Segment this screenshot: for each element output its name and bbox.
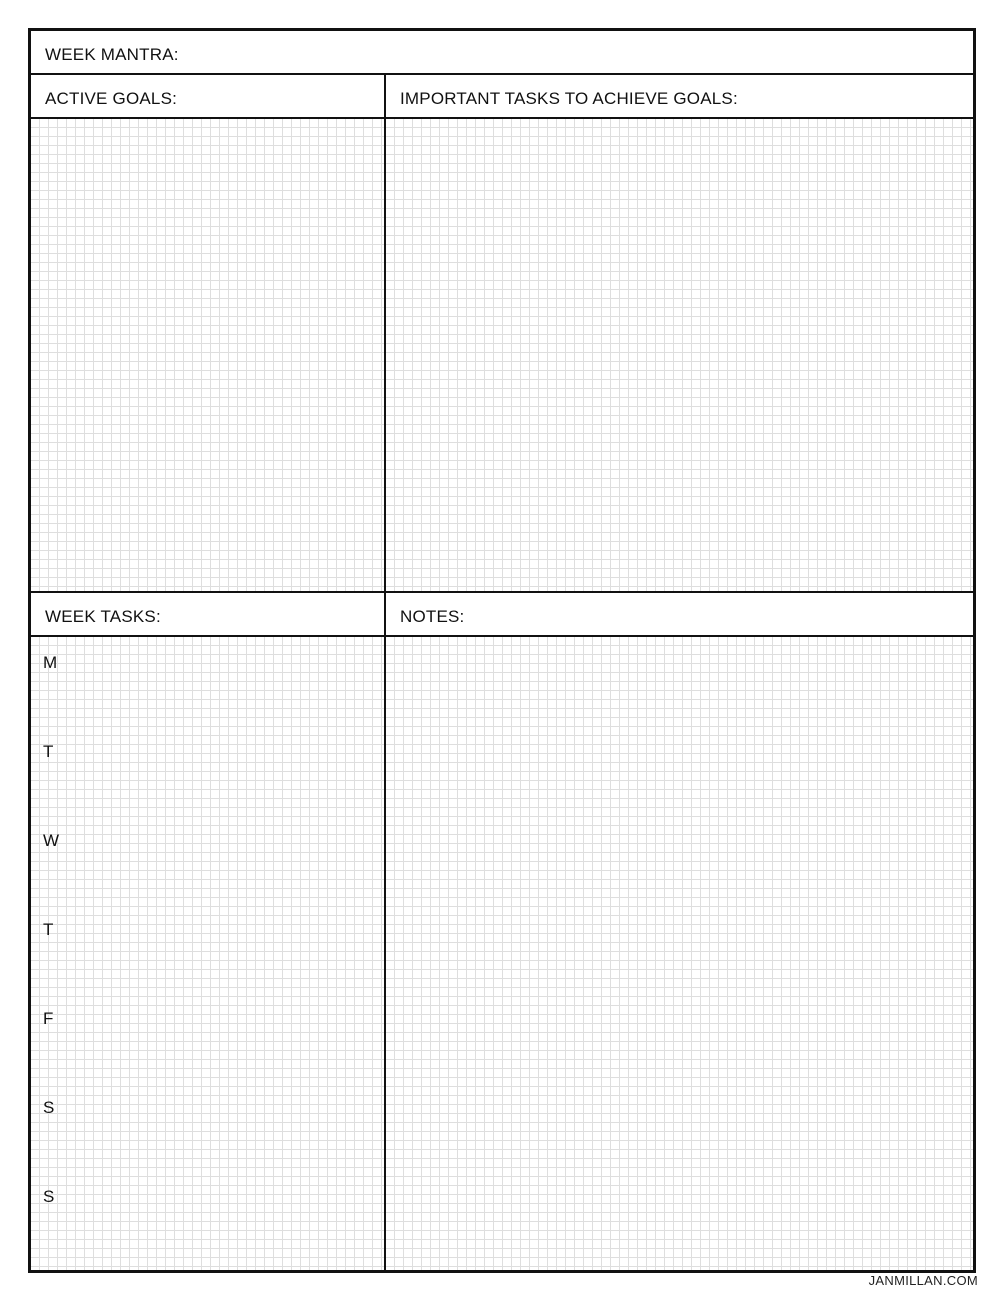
day-label-thursday: T	[43, 920, 54, 939]
day-label-wednesday: W	[43, 831, 60, 850]
column-divider	[384, 75, 386, 1270]
week-tasks-label: WEEK TASKS:	[45, 607, 161, 626]
site-credit: JANMILLAN.COM	[868, 1273, 978, 1288]
notes-label: NOTES:	[400, 607, 465, 626]
week-mantra-row[interactable]	[31, 31, 973, 75]
active-goals-area[interactable]	[31, 119, 384, 591]
day-label-monday: M	[43, 653, 58, 672]
day-label-tuesday: T	[43, 742, 54, 761]
important-tasks-area[interactable]	[386, 119, 973, 591]
important-tasks-label: IMPORTANT TASKS TO ACHIEVE GOALS:	[400, 89, 738, 108]
notes-area[interactable]	[386, 637, 973, 1270]
day-label-friday: F	[43, 1009, 54, 1028]
important-tasks-header	[386, 75, 973, 119]
active-goals-header	[31, 75, 384, 119]
week-tasks-area[interactable]	[31, 637, 384, 1270]
notes-header	[386, 593, 973, 637]
week-mantra-label: WEEK MANTRA:	[45, 45, 179, 64]
planner-sheet	[28, 28, 976, 1273]
week-tasks-header	[31, 593, 384, 637]
day-label-sunday: S	[43, 1187, 55, 1206]
day-label-saturday: S	[43, 1098, 55, 1117]
active-goals-label: ACTIVE GOALS:	[45, 89, 178, 108]
